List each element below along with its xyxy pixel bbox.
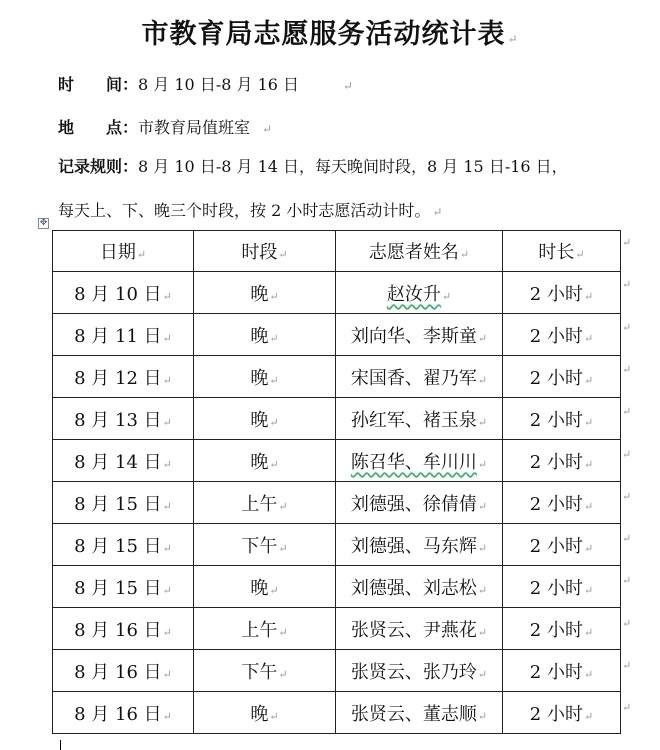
- cell-date[interactable]: 8 月 15 日↵: [53, 482, 194, 524]
- cell-mark-icon: ↵: [269, 289, 279, 303]
- paragraph-mark-icon: ↵: [343, 79, 354, 93]
- rule-text-2: 每天上、下、晚三个时段，按 2 小时志愿活动计时。: [58, 201, 431, 220]
- table-row: [53, 524, 621, 566]
- table-row: [53, 650, 621, 692]
- paragraph-mark-icon: ↵: [507, 32, 519, 46]
- cell-period[interactable]: 晚↵: [194, 692, 336, 734]
- place-label: 地 点：: [58, 118, 139, 137]
- cell-mark-icon: ↵: [459, 248, 470, 261]
- cell-mark-icon: ↵: [477, 541, 488, 555]
- cell-mark-icon: ↵: [477, 457, 488, 471]
- cell-date[interactable]: 8 月 14 日↵: [53, 440, 194, 482]
- table-row: [53, 314, 621, 356]
- document-title: 市教育局志愿服务活动统计表 ↵: [141, 19, 519, 50]
- place-value: 市教育局值班室: [138, 118, 251, 137]
- cell-mark-icon: ↵: [136, 248, 147, 261]
- cell-date[interactable]: 8 月 16 日↵: [53, 692, 194, 734]
- cell-volunteer-names[interactable]: 张贤云、尹燕花↵: [336, 608, 503, 650]
- cell-date[interactable]: 8 月 16 日↵: [53, 650, 194, 692]
- cell-date[interactable]: 8 月 10 日↵: [53, 272, 194, 314]
- row-end-mark-icon: ↵: [622, 405, 632, 419]
- cell-period[interactable]: 下午↵: [194, 524, 336, 566]
- cell-date[interactable]: 8 月 11 日↵: [53, 314, 194, 356]
- cell-mark-icon: ↵: [477, 625, 488, 639]
- volunteer-table: [52, 230, 621, 734]
- cell-period[interactable]: 晚↵: [194, 566, 336, 608]
- cell-date[interactable]: 8 月 12 日↵: [53, 356, 194, 398]
- table-row: [53, 692, 621, 734]
- cell-mark-icon: ↵: [162, 415, 172, 429]
- paragraph-mark-icon: ↵: [432, 205, 443, 219]
- time-value: 8 月 10 日-8 月 16 日: [138, 75, 300, 94]
- row-end-mark-icon: ↵: [622, 278, 632, 292]
- cell-mark-icon: ↵: [583, 583, 594, 597]
- cell-volunteer-names[interactable]: 张贤云、董志顺↵: [336, 692, 503, 734]
- cell-mark-icon: ↵: [162, 331, 172, 345]
- cell-mark-icon: ↵: [162, 541, 172, 555]
- cell-mark-icon: ↵: [477, 415, 488, 429]
- cell-mark-icon: ↵: [269, 583, 279, 597]
- cell-mark-icon: ↵: [583, 373, 594, 387]
- cell-volunteer-names[interactable]: 刘德强、刘志松↵: [336, 566, 503, 608]
- paragraph-mark-icon: ↵: [262, 122, 273, 136]
- cell-mark-icon: ↵: [162, 373, 172, 387]
- time-line: [58, 72, 353, 95]
- cell-mark-icon: ↵: [583, 625, 594, 639]
- cell-mark-icon: ↵: [162, 499, 172, 513]
- row-end-mark-icon: ↵: [622, 236, 632, 249]
- cell-date[interactable]: 8 月 15 日↵: [53, 524, 194, 566]
- cell-volunteer-names[interactable]: 刘德强、徐倩倩↵: [336, 482, 503, 524]
- cell-mark-icon: ↵: [477, 667, 488, 681]
- table-row: [53, 272, 621, 314]
- cell-mark-icon: ↵: [583, 667, 594, 681]
- cell-period[interactable]: 下午↵: [194, 650, 336, 692]
- table-header-row: [53, 231, 621, 272]
- cell-duration[interactable]: 2 小时↵: [503, 566, 621, 608]
- cell-mark-icon: ↵: [583, 499, 594, 513]
- table-row: [53, 440, 621, 482]
- cell-mark-icon: ↵: [162, 457, 172, 471]
- header-volunteer-names: 志愿者姓名↵: [336, 231, 503, 272]
- row-end-mark-icon: ↵: [622, 659, 632, 672]
- cell-date[interactable]: 8 月 16 日↵: [53, 608, 194, 650]
- row-end-mark-icon: ↵: [622, 701, 632, 715]
- row-end-mark-icon: ↵: [622, 362, 632, 376]
- row-end-mark-icon: ↵: [622, 489, 632, 503]
- cell-mark-icon: ↵: [583, 457, 594, 471]
- cell-mark-icon: ↵: [583, 709, 594, 723]
- cell-date[interactable]: 8 月 13 日↵: [53, 398, 194, 440]
- table-row: [53, 566, 621, 608]
- cell-volunteer-names[interactable]: 赵汝升↵: [336, 272, 503, 314]
- cell-volunteer-names[interactable]: 刘德强、马东辉↵: [336, 524, 503, 566]
- cell-mark-icon: ↵: [269, 457, 279, 471]
- text-cursor: [60, 740, 61, 750]
- cell-volunteer-names[interactable]: 宋国香、翟乃军↵: [336, 356, 503, 398]
- cell-duration[interactable]: 2 小时↵: [503, 650, 621, 692]
- cell-mark-icon: ↵: [278, 625, 288, 639]
- cell-mark-icon: ↵: [583, 331, 594, 345]
- rule-line-1: [58, 154, 568, 177]
- cell-duration[interactable]: 2 小时↵: [503, 524, 621, 566]
- cell-mark-icon: ↵: [583, 541, 594, 555]
- header-date: 日期↵: [53, 231, 194, 272]
- header-duration: 时长↵: [503, 231, 621, 272]
- cell-mark-icon: ↵: [162, 709, 172, 723]
- row-end-mark-icon: ↵: [622, 574, 632, 588]
- row-end-mark-icon: ↵: [622, 320, 632, 334]
- cell-mark-icon: ↵: [441, 289, 452, 303]
- table-move-handle-icon[interactable]: ✥: [39, 218, 48, 228]
- rule-text-1: 8 月 10 日-8 月 14 日，每天晚间时段，8 月 15 日-16 日，: [138, 157, 568, 176]
- cell-mark-icon: ↵: [269, 415, 279, 429]
- row-end-mark-icon: ↵: [622, 447, 632, 461]
- cell-volunteer-names[interactable]: 张贤云、张乃玲↵: [336, 650, 503, 692]
- cell-volunteer-names[interactable]: 刘向华、李斯童↵: [336, 314, 503, 356]
- row-end-mark-icon: ↵: [622, 532, 632, 546]
- cell-mark-icon: ↵: [477, 499, 488, 513]
- cell-period[interactable]: 上午↵: [194, 608, 336, 650]
- place-line: [58, 115, 272, 138]
- cell-period[interactable]: 上午↵: [194, 482, 336, 524]
- cell-mark-icon: ↵: [278, 499, 288, 513]
- cell-mark-icon: ↵: [278, 667, 288, 681]
- cell-mark-icon: ↵: [477, 583, 488, 597]
- cell-mark-icon: ↵: [583, 415, 594, 429]
- cell-date[interactable]: 8 月 15 日↵: [53, 566, 194, 608]
- cell-duration[interactable]: 2 小时↵: [503, 398, 621, 440]
- cell-duration[interactable]: 2 小时↵: [503, 440, 621, 482]
- cell-mark-icon: ↵: [162, 625, 172, 639]
- header-period: 时段↵: [194, 231, 336, 272]
- cell-duration[interactable]: 2 小时↵: [503, 314, 621, 356]
- time-label: 时 间：: [58, 75, 139, 94]
- cell-mark-icon: ↵: [269, 331, 279, 345]
- cell-mark-icon: ↵: [269, 373, 279, 387]
- cell-duration[interactable]: 2 小时↵: [503, 272, 621, 314]
- cell-volunteer-names[interactable]: 孙红军、褚玉泉↵: [336, 398, 503, 440]
- cell-period[interactable]: 晚↵: [194, 314, 336, 356]
- table-row: [53, 608, 621, 650]
- cell-period[interactable]: 晚↵: [194, 398, 336, 440]
- rule-line-2: [58, 198, 442, 221]
- table-row: [53, 356, 621, 398]
- cell-mark-icon: ↵: [162, 667, 172, 681]
- cell-mark-icon: ↵: [162, 583, 172, 597]
- cell-period[interactable]: 晚↵: [194, 272, 336, 314]
- cell-period[interactable]: 晚↵: [194, 440, 336, 482]
- cell-mark-icon: ↵: [477, 709, 488, 723]
- cell-duration[interactable]: 2 小时↵: [503, 608, 621, 650]
- cell-mark-icon: ↵: [575, 248, 585, 261]
- row-end-mark-icon: ↵: [622, 616, 632, 630]
- cell-period[interactable]: 晚↵: [194, 356, 336, 398]
- cell-mark-icon: ↵: [269, 709, 279, 723]
- cell-duration[interactable]: 2 小时↵: [503, 356, 621, 398]
- cell-volunteer-names[interactable]: 陈召华、牟川川↵: [336, 440, 503, 482]
- cell-mark-icon: ↵: [278, 541, 288, 555]
- table-row: [53, 482, 621, 524]
- cell-mark-icon: ↵: [477, 373, 488, 387]
- cell-duration[interactable]: 2 小时↵: [503, 482, 621, 524]
- cell-duration[interactable]: 2 小时↵: [503, 692, 621, 734]
- cell-mark-icon: ↵: [583, 289, 594, 303]
- rule-label: 记录规则：: [58, 157, 139, 176]
- cell-mark-icon: ↵: [477, 331, 488, 345]
- cell-mark-icon: ↵: [278, 248, 288, 261]
- cell-mark-icon: ↵: [162, 289, 172, 303]
- table-row: [53, 398, 621, 440]
